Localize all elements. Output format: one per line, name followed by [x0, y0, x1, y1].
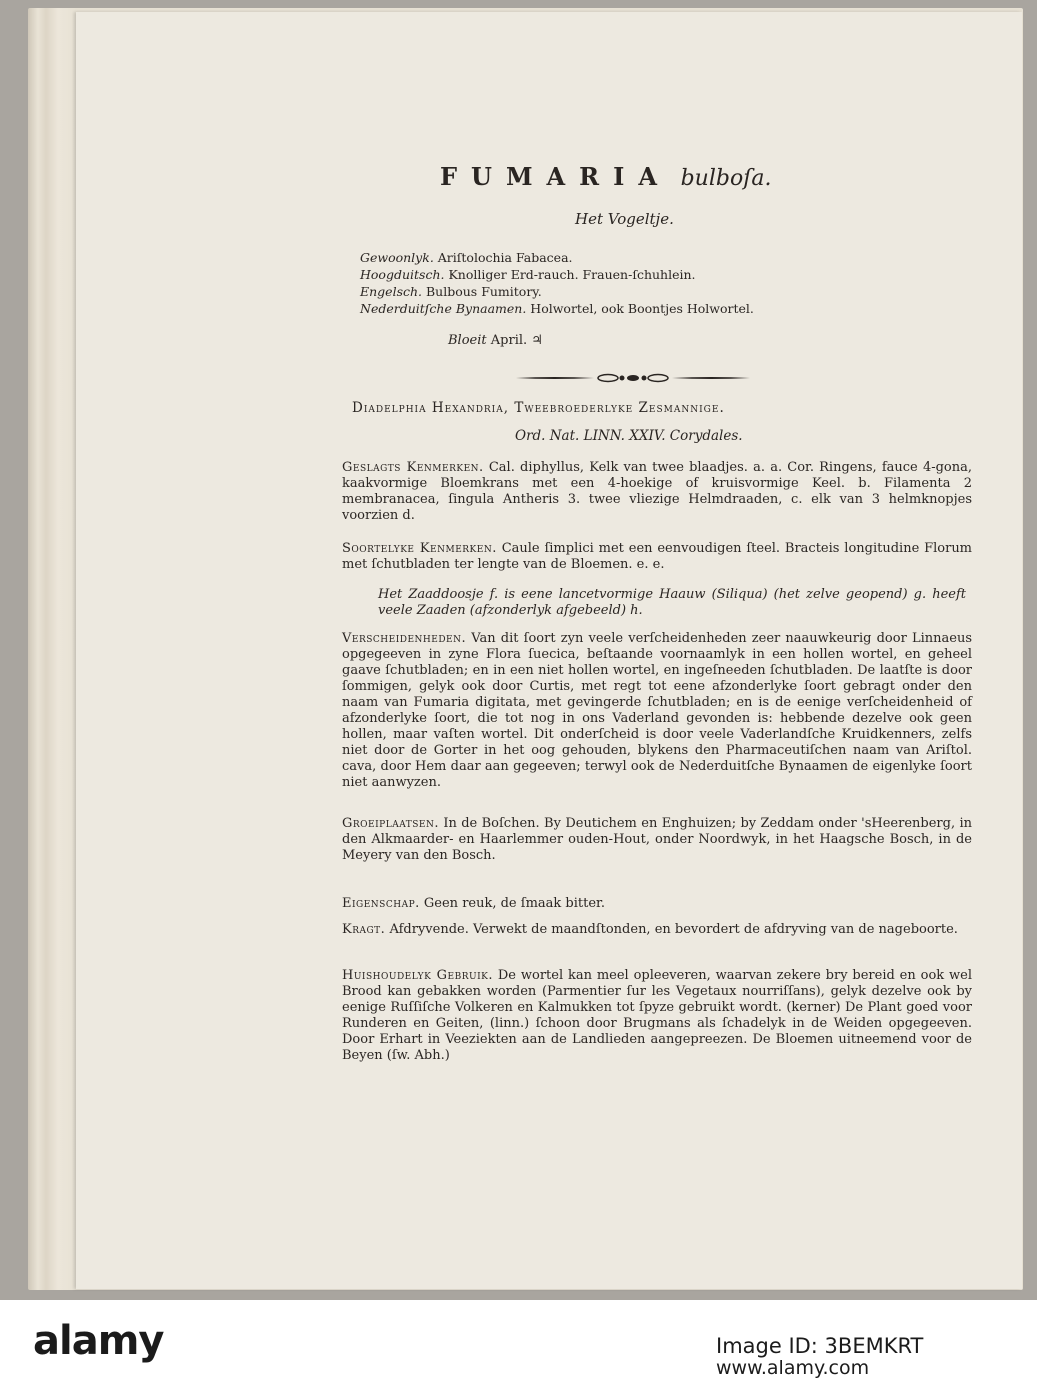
title-genus: FUMARIA: [440, 162, 671, 191]
common-names: [360, 249, 754, 317]
name-line: Hoogduitsch. Knolliger Erd-rauch. Frauen-ſchuhlein.: [360, 267, 696, 282]
name-line: Gewoonlyk. Ariſtolochia Fabacea.: [360, 250, 573, 265]
paragraph-eigenschap: Eigenschap. Geen reuk, de ſmaak bitter.: [342, 896, 605, 911]
page-subtitle: Het Vogeltje.: [575, 210, 674, 228]
image-id: Image ID: 3BEMKRT: [716, 1334, 924, 1358]
paragraph-geslagts: Geslagts Kenmerken. Cal. diphyllus, Kelk van twee blaadjes. a. a. Cor. Ringens, fauce 4-gona, kaakvormige Bloemkrans met een 4-hoekige of kruisvormige Keel. b. Filamenta 2 membranacea, ſingula Antheris 3. twee vliezige Helmdraaden, c. elk van 3 helmknopjes voorzien d.: [342, 460, 973, 523]
ornament-divider: [514, 370, 752, 386]
paragraph-zaaddoosje: Het Zaaddoosje f. is eene lancetvormige Haauw (Siliqua) (het zelve geopend) g. heeft veele Zaaden (afzonderlyk afgebeeld) h.: [378, 587, 966, 618]
name-line: Nederduitſche Bynaamen. Holwortel, ook Boontjes Holwortel.: [360, 301, 754, 316]
book-page: [76, 12, 1022, 1289]
flowering-line: Bloeit April. ♃: [448, 333, 543, 348]
paragraph-soortelyke: Soortelyke Kenmerken. Caule ſimplici met een eenvoudigen ſteel. Bracteis longitudine Florum met ſchutbladen ter lengte van de Bloemen. e. e.: [342, 541, 973, 572]
paragraph-groeiplaatsen: Groeiplaatsen. In de Boſchen. By Deutichem en Enghuizen; by Zeddam onder 'sHeerenberg, in den Alkmaarder- en Haarlemmer ouden-Hout, onder Noordwyk, in het Haagsche Bosch, in de Meyery van den Bosch.: [342, 816, 972, 863]
name-line: Engelsch. Bulbous Fumitory.: [360, 284, 542, 299]
paragraph-kragt: Kragt. Afdryvende. Verwekt de maandſtonden, en bevordert de afdryving van de nageboorte.: [342, 922, 958, 937]
alamy-logo: alamy: [33, 1318, 164, 1364]
banner-url: www.alamy.com: [716, 1357, 870, 1379]
page-title: [440, 162, 771, 191]
class-heading: Diadelphia Hexandria, Tweebroederlyke Zesmannige.: [352, 400, 725, 416]
title-species: bulboſa.: [680, 166, 772, 191]
order-line: Ord. Nat. LINN. XXIV. Corydales.: [515, 428, 743, 444]
paragraph-verscheidenheden: Verscheidenheden. Van dit ſoort zyn veele verſcheidenheden zeer naauwkeurig door Linnaeus opgegeeven in zyne Flora ſuecica, beſtaande voornaamlyk in een hollen wortel, en geheel gaave ſchutbladen; en in een niet hollen wortel, en ingeſneeden ſchutbladen. De laatſte is door ſommigen, gelyk ook door Curtis, met regt tot eene afzonderlyke ſoort gebragt onder den naam van Fumaria digitata, met gevingerde ſchutbladen; en is de eenige verſcheidenheid of afzonderlyke ſoort, die tot nog in ons Vaderland gevonden is: hebbende dezelve ook geen hollen, maar vaſten wortel. Dit onderſcheid is door veele Vaderlandſche Kruidkenners, zelfs niet door de Gorter in het oog gehouden, blykens den Pharmaceutiſchen naam van Ariſtol. cava, door Hem daar aan gegeeven; terwyl ook de Nederduitſche Bynaamen de eigenlyke ſoort niet aanwyzen.: [342, 631, 972, 790]
paragraph-huishoudelyk: Huishoudelyk Gebruik. De wortel kan meel opleeveren, waarvan zekere bry bereid en ook wel Brood kan gebakken worden (Parmentier ſur les Vegetaux nourriſſans), gelyk dezelve ook by eenige Ruſſiſche Volkeren en Kalmukken tot ſpyze gebruikt wordt. (kerner) De Plant goed voor Runderen en Geiten, (linn.) ſchoon door Brugmans als ſchadelyk in de Weiden opgegeeven. Door Erhart in Veeziekten aan de Landlieden aangepreezen. De Bloemen uitneemend voor de Beyen (ſw. Abh.): [342, 968, 972, 1063]
